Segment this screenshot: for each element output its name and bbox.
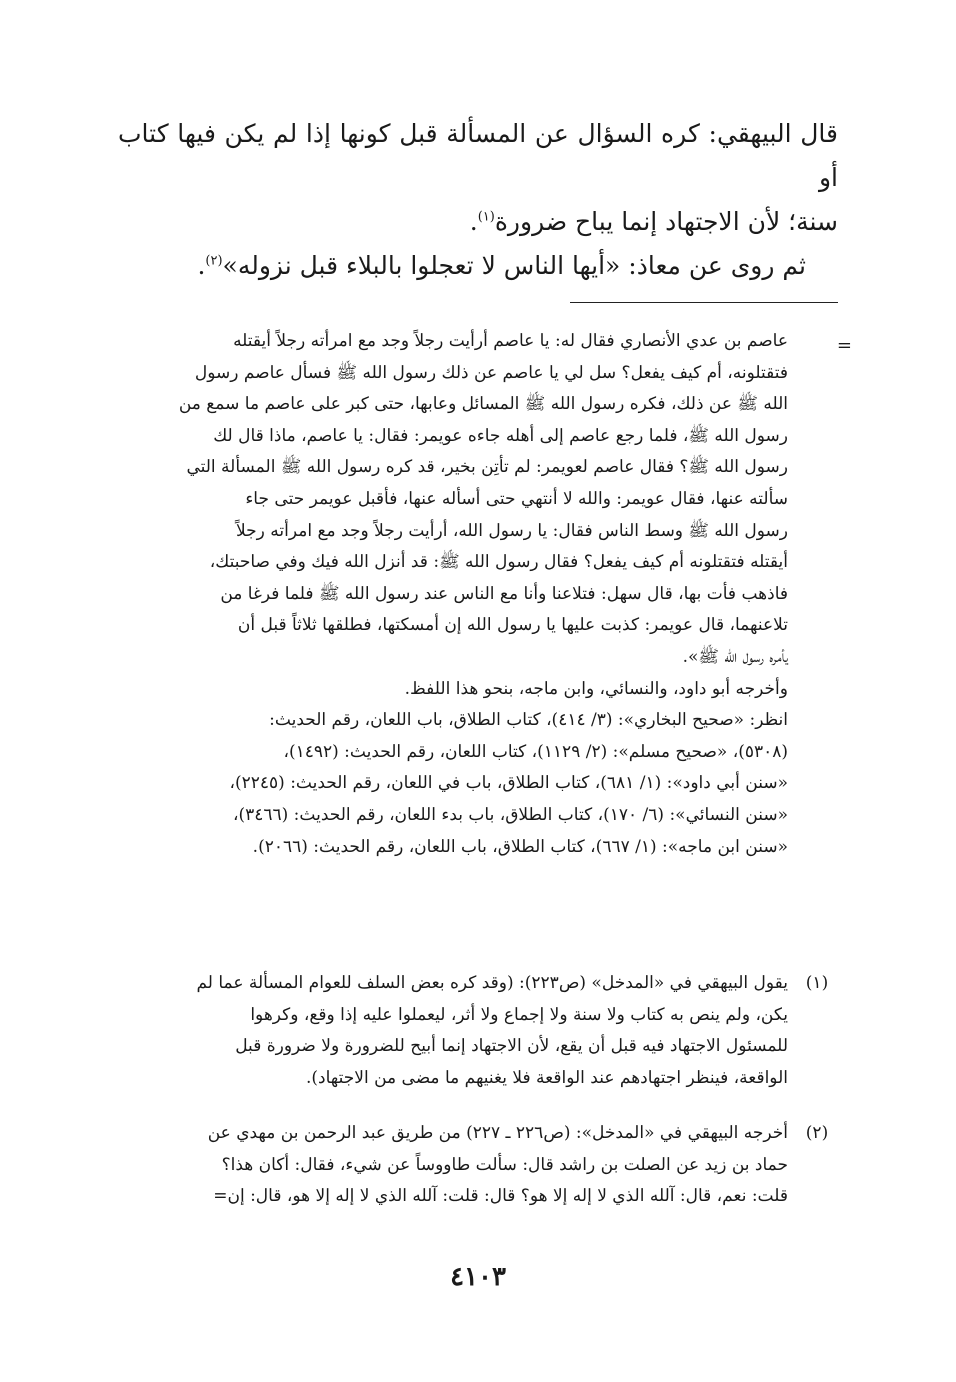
main-line-2-text: سنة؛ لأن الاجتهاد إنما يباح ضرورة: [494, 207, 838, 236]
fn-cont-line: «سنن أبي داود»: (١/ ٦٨١)، كتاب الطلاق، باب في اللعان، رقم الحديث: (٢٢٤٥)،: [229, 773, 788, 794]
main-line-2: [118, 200, 838, 244]
fn1-line: يكن، ولم ينص به كتاب ولا سنة ولا إجماع ولا أثر، ليعملوا عليه إذا وقع، وكرهوا: [250, 1004, 788, 1025]
footnote-1-text: [116, 968, 788, 1094]
main-line-3-text: ثم روى عن معاذ: «أيها الناس لا تعجلوا بالبلاء قبل نزوله»: [222, 251, 806, 280]
footnote-1: [116, 968, 836, 1094]
fn-cont-line: رسول الله ﷺ، فلما رجع عاصم إلى أهله جاءه عويمر: فقال: يا عاصم، ماذا قال لك: [213, 425, 788, 446]
fn-cont-line: وأخرجه أبو داود، والنسائي، وابن ماجه، بنحو هذا اللفظ.: [404, 678, 788, 699]
main-line-1: [118, 112, 838, 200]
fn-cont-line: «سنن النسائي»: (٦/ ١٧٠)، كتاب الطلاق، باب بدء اللعان، رقم الحديث: (٣٤٦٦)،: [232, 804, 788, 825]
footnote-separator: [570, 302, 838, 303]
fn-cont-line: أيقتله فتقتلونه أم كيف يفعل؟ فقال رسول الله ﷺ: قد أنزل الله فيك وفي صاحبتك،: [209, 552, 788, 573]
footnote-2-number: (٢): [805, 1123, 829, 1143]
fn-cont-line: الله ﷺ عن ذلك، فكره رسول الله ﷺ المسائل وعابها، حتى كبر على عاصم ما سمع من: [178, 394, 788, 415]
fn-cont-line: رسول الله ﷺ وسط الناس فقال: يا رسول الله، أرأيت رجلاً وجد مع امرأته رجلاً: [236, 520, 788, 541]
footnote-2-text: [116, 1118, 788, 1213]
fn-cont-line: يأمره رسول الله ﷺ».: [682, 646, 788, 667]
fn1-line: يقول البيهقي في «المدخل» (ص٢٢٣): (وقد كره بعض السلف للعوام المسألة عما لم: [196, 973, 788, 993]
main-line-3: [118, 244, 838, 288]
main-line-1-text: قال البيهقي: كره السؤال عن المسألة قبل كونها إذا لم يكن فيها كتاب أو: [118, 119, 838, 192]
main-text: [118, 112, 838, 288]
fn2-line: حماد بن زيد عن الصلت بن راشد قال: سألت طاووساً عن شيء، فقال: أكان هذا؟: [221, 1154, 788, 1175]
fn1-line: الواقعة، فينظر اجتهادهم عند الواقعة فلا يغنيهم ما مضى من الاجتهاد).: [305, 1067, 788, 1088]
fn-cont-line: انظر: «صحيح البخاري»: (٣/ ٤١٤)، كتاب الطلاق، باب اللعان، رقم الحديث:: [269, 710, 788, 731]
fn-cont-line: رسول الله ﷺ؟ فقال عاصم لعويمر: لم تأتِن بخير، قد كره رسول الله ﷺ المسألة التي: [186, 457, 788, 478]
footnote-ref-1[interactable]: (١): [477, 209, 495, 225]
fn2-line: قلت: نعم، قال: آلله الذي لا إله إلا هو؟ قال: قلت: آلله الذي لا إله إلا هو، قال: إن=: [213, 1186, 788, 1207]
page-number: ٤١٠٣: [450, 1262, 506, 1292]
fn-cont-line: (٥٣٠٨)، «صحيح مسلم»: (٢/ ١١٢٩)، كتاب اللعان، رقم الحديث: (١٤٩٢)،: [283, 741, 788, 762]
fn-cont-line: عاصم بن عدي الأنصاري فقال له: يا عاصم أرأيت رجلاً وجد مع امرأته رجلاً أيقتله: [233, 331, 788, 351]
main-line-2-end: .: [469, 207, 478, 236]
footnote-continuation: [118, 326, 788, 863]
main-line-3-end: .: [197, 251, 206, 280]
fn1-line: للمسئول الاجتهاد فيه قبل أن يقع، لأن الاجتهاد إنما أبيح للضرورة ولا ضرورة قبل: [235, 1036, 788, 1057]
fn-cont-line: سألته عنها، فقال عويمر: والله لا أنتهي حتى أسأله عنها، فأقبل عويمر حتى جاء: [245, 488, 788, 509]
footnote-1-number: (١): [805, 973, 829, 993]
fn-cont-line: فاذهب فأت بها، قال سهل: فتلاعنا وأنا مع الناس عند رسول الله ﷺ فلما فرغا من: [220, 583, 788, 604]
footnote-ref-2[interactable]: (٢): [205, 253, 223, 269]
fn-cont-line: فتقتلونه، أم كيف يفعل؟ سل لي يا عاصم عن ذلك رسول الله ﷺ فسأل عاصم رسول: [194, 362, 788, 383]
fn-cont-line: «سنن ابن ماجه»: (١/ ٦٦٧)، كتاب الطلاق، باب اللعان، رقم الحديث: (٢٠٦٦).: [252, 836, 788, 857]
fn2-line: أخرجه البيهقي في «المدخل»: (ص٢٢٦ ـ ٢٢٧) من طريق عبد الرحمن بن مهدي عن: [207, 1123, 788, 1143]
fn-cont-line: تلاعنهما، قال عويمر: كذبت عليها يا رسول الله إن أمسكتها، فطلقها ثلاثاً قبل أن: [237, 615, 788, 636]
continuation-mark: =: [836, 335, 852, 356]
footnote-2: [116, 1118, 836, 1213]
